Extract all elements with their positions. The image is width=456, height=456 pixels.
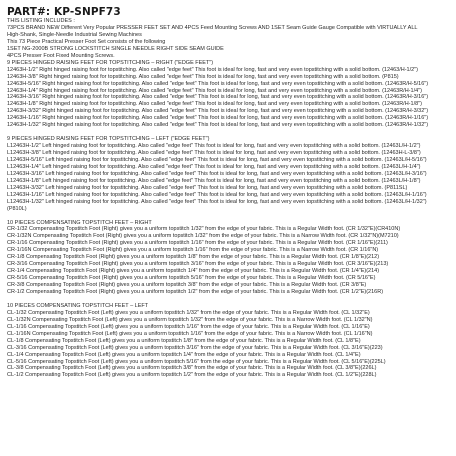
- list-item: CL-5/16 Compensating Topstitch Foot (Left) gives you a uniform topstitch 5/16" from the edge of your fabric. This is a Regular Width foot. (CL 5/16"E)(225L): [7, 358, 386, 365]
- list-item: (P810L): [7, 205, 27, 212]
- list-item: CR-1/16N Compensating Topstitch Foot (Right) gives you a uniform topstitch 1/16" from the edge of your fabric. This is a Narrow Width foot. (CR 1/16"N): [7, 247, 379, 254]
- list-item: L12463H-1/4" Left hinged raising foot for topstitching. Also called "edge feet" This foot is ideal for long, fast and very even topstitching with a solid bottom. (12463L/H-1/4"): [7, 163, 421, 170]
- list-item: CL-1/32 Compensating Topstitch Foot (Left) gives you a uniform topstitch 1/32" from the edge of your fabric. This is a Regular Width foot. (CL 1/32"E): [7, 309, 370, 316]
- list-item: CR-1/4 Compensating Topstitch Foot (Right) gives you a uniform topstitch 1/4" from the edge of your fabric. This is a Regular Width foot. (CR 1/4"E)(214): [7, 268, 380, 275]
- list-item: CL-1/2 Compensating Topstitch Foot (Left) gives you a uniform topstitch 1/2" from the edge of your fabric. This is a Regular Width foot. (CL 1/2"E)(228L): [7, 372, 377, 379]
- list-item: CR-1/2 Compensating Topstitch Foot (Right) gives you a uniform topstitch 1/2" from the edge of your fabric. This is a Regular Width foot. (CR 1/2"E)(216R): [7, 289, 384, 296]
- list-item: CR-1/32 Compensating Topstitch Foot (Right) gives you a uniform topstitch 1/32" from the edge of your fabric. This is a Regular Width foot. (CR 1/32"E)(CR410N): [7, 226, 401, 233]
- list-item: 12463H-1/32" Right hinged raising foot for topstitching. Also called "edge feet" This foot is ideal for long, fast and very even topstitching with a solid bottom. (12463R/H-1/32"): [7, 122, 429, 129]
- list-item: CR-3/16 Compensating Topstitch Foot (Right) gives you a uniform topstitch 3/16" from the edge of your fabric. This is a Regular Width foot. (CR 3/16"E)(213): [7, 261, 389, 268]
- list-item: CL-1/4 Compensating Topstitch Foot (Left) gives you a uniform topstitch 1/4" from the edge of your fabric. This is a Regular Width foot. (CL 1/4"E): [7, 351, 361, 358]
- section-spacer: [7, 296, 453, 303]
- list-item: 12463H-1/8" Right hinged raising foot for topstitching. Also called "edge feet" This foot is ideal for long, fast and very even topstitching with a solid bottom. (12463R/H-1/8"): [7, 101, 422, 108]
- list-item: 12463H-5/16" Right hinged raising foot for topstitching. Also called "edge feet" This foot is ideal for long, fast and very even topstitching with a solid bottom. (12463R/H-5/16"): [7, 80, 429, 87]
- list-item: CR-1/16 Compensating Topstitch Foot (Right) gives you a uniform topstitch 1/16" from the edge of your fabric. This is a Regular Width foot. (CR 1/16"E)(211): [7, 240, 388, 247]
- intro-line: High-Shank, Single-Needle Industrial Sewing Machines: [7, 31, 142, 38]
- section-compensating-left: [7, 303, 453, 379]
- list-item: L12463H-1/8" Left hinged raising foot for topstitching. Also called "edge feet" This foot is ideal for long, fast and very even topstitching with a solid bottom. (12463L/H-1/8"): [7, 177, 421, 184]
- list-item: 12463H-1/16" Right hinged raising foot for topstitching. Also called "edge feet" This foot is ideal for long, fast and very even topstitching with a solid bottom. (12463R/H-1/16"): [7, 115, 429, 122]
- listing-document: [7, 6, 453, 379]
- list-item: CL-1/16N Compensating Topstitch Foot (Left) gives you a uniform topstitch 1/16" from the edge of your fabric. This is a Narrow Width foot. (CL 1/16"N): [7, 330, 373, 337]
- intro-line: This 73 Piece Practical Presser Foot Set consists of the following: [7, 38, 166, 45]
- intro-line: 1SET NG-2000B STRONG LOCKSTITCH SINGLE NEEDLE RIGHT SIDE SEAM GUIDE: [7, 45, 224, 52]
- intro-line: 4PCS Presser Foot Fixed Mounting Screws.: [7, 52, 115, 59]
- section-spacer: [7, 129, 453, 136]
- part-number-title: PART#: KP-SNPF73: [7, 6, 121, 18]
- list-item: 12463H-1/2" Right hinged raising foot for topstitching. Also called "edge feet" This foot is ideal for long, fast and very even topstitching with a solid bottom. (12463/H-1/2"): [7, 66, 418, 73]
- list-item: L12463H-3/16" Left hinged raising foot for topstitching. Also called "edge feet" This foot is ideal for long, fast and very even topstitching with a solid bottom. (12463L/H-3/16"): [7, 170, 427, 177]
- list-item: CL-1/16 Compensating Topstitch Foot (Left) gives you a uniform topstitch 1/16" from the edge of your fabric. This is a Regular Width foot. (CL 1/16"E): [7, 323, 370, 330]
- intro-line: THIS LISTING INCLUDES :: [7, 18, 75, 24]
- intro-line: 73PCS BRAND NEW Different Very Popular PRESSER FEET SET AND 4PCS Feed Mounting Screws AND 1SET Seam Guide Gauge Compatible with VIRTUALLY ALL: [7, 24, 418, 31]
- list-item: L12463H-1/32" Left hinged raising foot for topstitching. Also called "edge feet" This foot is ideal for long, fast and very even topstitching with a solid bottom. (12463L/H-1/32"): [7, 198, 427, 205]
- list-item: 12463H-3/16" Right hinged raising foot for topstitching. Also called "edge feet" This foot is ideal for long, fast and very even topstitching with a solid bottom. (12463R/H-3/16"): [7, 94, 429, 101]
- section-compensating-right: [7, 220, 453, 296]
- section-right-hinged: [7, 60, 453, 130]
- list-item: 12463H-3/8" Right hinged raising foot for topstitching. Also called "edge feet" This foot is ideal for long, fast and very even topstitching with a solid bottom. (P815): [7, 73, 399, 80]
- list-item: CL-3/8 Compensating Topstitch Foot (Left) gives you a uniform topstitch 3/8" from the edge of your fabric. This is a Regular Width foot. (CL 3/8"E)(226L): [7, 365, 377, 372]
- section-spacer: [7, 213, 453, 220]
- list-item: CR-1/32N Compensating Topstitch Foot (Right) gives you a uniform topstitch 1/32" from the edge of your fabric. This is a Narrow Width foot. (CR 1/32"N)(M7210): [7, 233, 399, 240]
- list-item: L12463H-3/8" Left hinged raising foot for topstitching. Also called "edge feet" This foot is ideal for long, fast and very even topstitching with a solid bottom. (12463H-L-3/8"): [7, 150, 421, 157]
- list-item: L12463H-3/32" Left hinged raising foot for topstitching. Also called "edge feet" This foot is ideal for long, fast and very even topstitching with a solid bottom. (P811SL): [7, 184, 408, 191]
- list-item: CR-5/16 Compensating Topstitch Foot (Right) gives you a uniform topstitch 5/16" from the edge of your fabric. This is a Regular Width foot. (CR 5/16"E): [7, 275, 376, 282]
- list-item: CL-3/16 Compensating Topstitch Foot (Left) gives you a uniform topstitch 3/16" from the edge of your fabric. This is a Regular Width foot. (CL 3/16"E)(223): [7, 344, 383, 351]
- list-item: L12463H-1/2" Left hinged raising foot for topstitching. Also called "edge feet" This foot is ideal for long, fast and very even topstitching with a solid bottom. (12463L/H-1/2"): [7, 143, 421, 150]
- section-heading: 10 PIECES COMPENSATING TOPSTITCH FEET – LEFT: [7, 302, 149, 309]
- list-item: CL-1/32N Compensating Topstitch Foot (Left) gives you a uniform topstitch 1/32" from the edge of your fabric. This is a Narrow Width foot. (CL 1/32"N): [7, 316, 373, 323]
- intro-block: [7, 18, 453, 60]
- list-item: L12463H-5/16" Left hinged raising foot for topstitching. Also called "edge feet" This foot is ideal for long, fast and very even topstitching with a solid bottom. (12463L/H-5/16"): [7, 157, 427, 163]
- section-heading: 9 PIECES HINGED RAISING FEET FOR TOPSTITCHING – LEFT ("EDGE FEET"): [7, 136, 210, 143]
- list-item: L12463H-1/16" Left hinged raising foot for topstitching. Also called "edge feet" This foot is ideal for long, fast and very even topstitching with a solid bottom. (12463L/H-1/16"): [7, 191, 427, 198]
- list-item: CR-3/8 Compensating Topstitch Foot (Right) gives you a uniform topstitch 3/8" from the edge of your fabric. This is a Regular Width foot. (CR 3/8"E): [7, 282, 367, 289]
- section-left-hinged: [7, 136, 453, 212]
- list-item: CL-1/8 Compensating Topstitch Foot (Left) gives you a uniform topstitch 1/8" from the edge of your fabric. This is a Regular Width foot. (CL 1/8"E): [7, 337, 361, 344]
- section-heading: 10 PIECES COMPENSATING TOPSTITCH FEET – RIGHT: [7, 219, 152, 226]
- list-item: 12463H-1/4" Right hinged raising foot for topstitching. Also called "edge feet" This foot is ideal for long, fast and very even topstitching with a solid bottom. (12463R/H-1/4"): [7, 87, 422, 94]
- list-item: CR-1/8 Compensating Topstitch Foot (Right) gives you a uniform topstitch 1/8" from the edge of your fabric. This is a Regular Width foot. (CR 1/8"E)(212): [7, 254, 380, 261]
- section-heading: 9 PIECES HINGED RAISING FEET FOR TOPSTITCHING – RIGHT ("EDGE FEET"): [7, 59, 214, 66]
- list-item: 12463H-3/32" Right hinged raising foot for topstitching. Also called "edge feet" This foot is ideal for long, fast and very even topstitching with a solid bottom. (12463R/H-3/32"): [7, 108, 429, 115]
